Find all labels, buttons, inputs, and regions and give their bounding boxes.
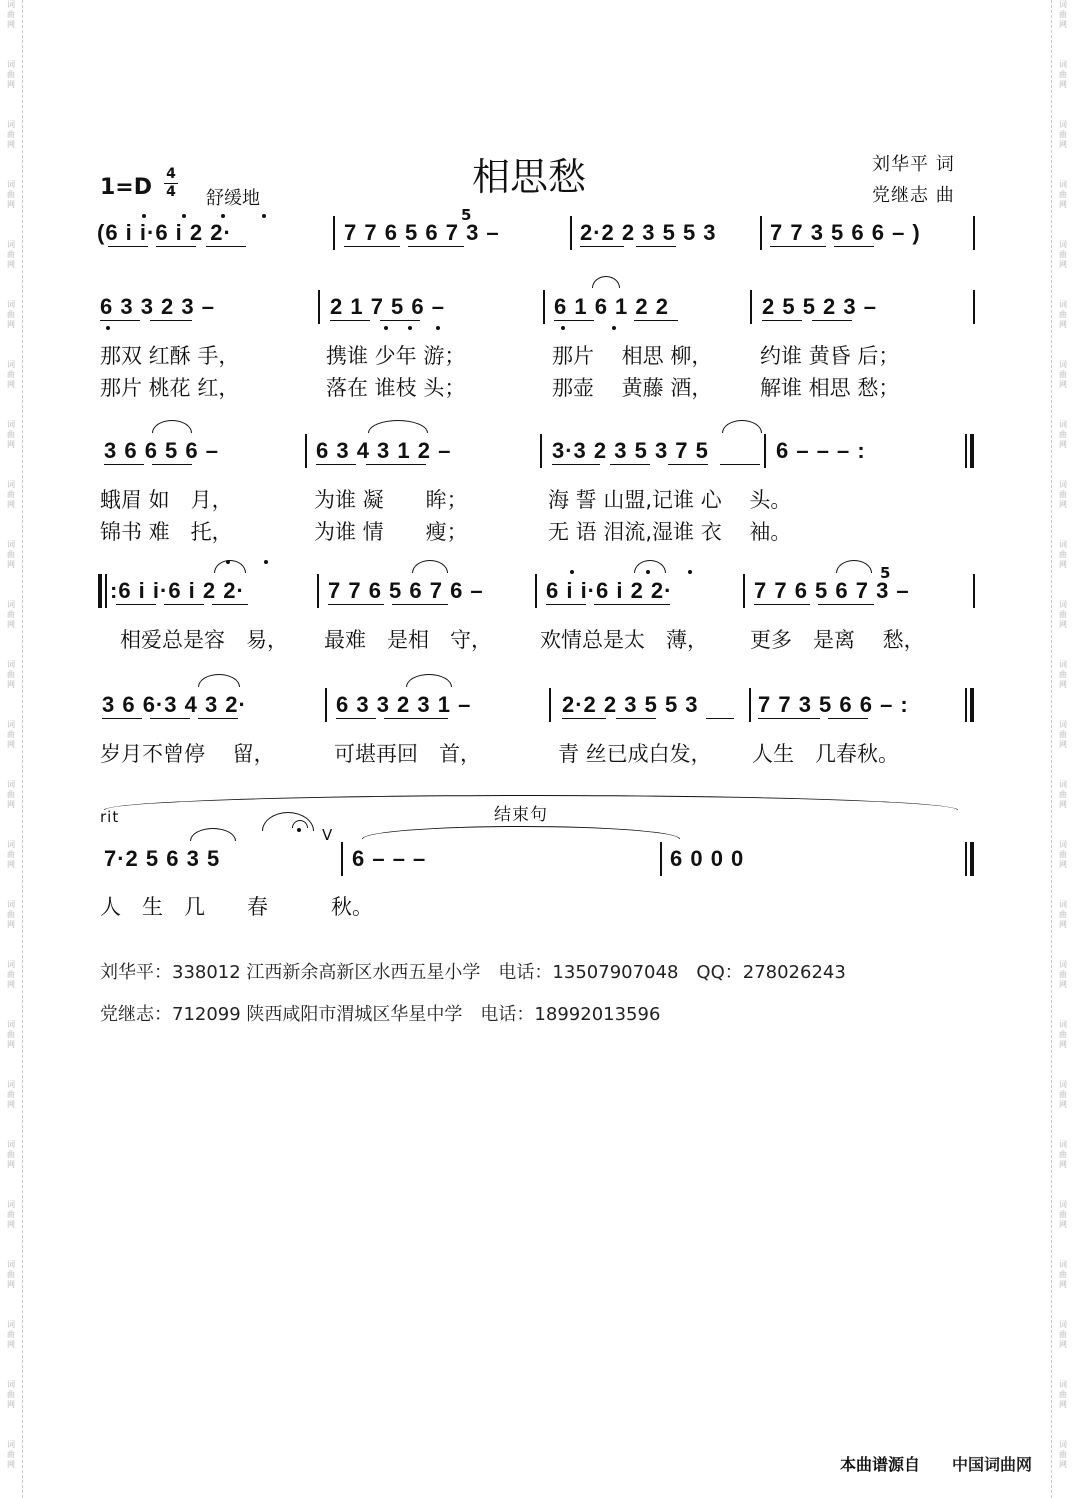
low-octave-dot xyxy=(106,326,110,330)
measure-3: 3·3 2 3 5 3 7 5 xyxy=(552,438,709,463)
watermark-stamp: 词 曲 网 xyxy=(7,960,15,989)
fermata-dot xyxy=(297,828,301,832)
barline xyxy=(341,842,343,876)
underline xyxy=(392,604,448,605)
rit-marking: rit xyxy=(100,808,120,826)
watermark-stamp: 词 曲 网 xyxy=(7,120,15,149)
barline xyxy=(317,574,319,608)
slur xyxy=(368,420,428,433)
watermark-stamp: 词 曲 网 xyxy=(1059,600,1067,629)
measure-1: :6 i i·6 i 2 2· xyxy=(110,578,245,603)
watermark-stamp: 词 曲 网 xyxy=(7,780,15,809)
high-octave-dot xyxy=(262,214,266,218)
grace-note: 5 xyxy=(461,206,473,224)
watermark-stamp: 词 曲 网 xyxy=(1059,420,1067,449)
watermark-stamp: 词 曲 网 xyxy=(1059,300,1067,329)
underline xyxy=(594,604,634,605)
barline xyxy=(973,290,975,324)
watermark-stamp: 词 曲 网 xyxy=(1059,120,1067,149)
watermark-stamp: 词 曲 网 xyxy=(7,840,15,869)
slur xyxy=(592,276,620,288)
underline xyxy=(636,246,676,247)
watermark-stamp: 词 曲 网 xyxy=(7,600,15,629)
measure-3: 6 0 0 0 xyxy=(670,846,745,871)
watermark-stamp: 词 曲 网 xyxy=(7,660,15,689)
barline xyxy=(743,574,745,608)
barline xyxy=(660,842,662,876)
lyric-verse-2-a: 锦书 难 托， xyxy=(100,520,233,544)
underline xyxy=(834,246,874,247)
barline xyxy=(965,688,967,722)
high-octave-dot xyxy=(221,214,225,218)
high-octave-dot xyxy=(646,570,650,574)
underline xyxy=(104,464,144,465)
watermark-stamp: 词 曲 网 xyxy=(1059,60,1067,89)
lyricist-credit: 刘华平 词 xyxy=(872,154,955,175)
measure-1: 3 6 6·3 4 3 2· xyxy=(102,692,247,717)
underline xyxy=(818,604,874,605)
underline xyxy=(554,320,594,321)
underline xyxy=(116,604,156,605)
lyric-verse-1-a: 那双 红酥 手， xyxy=(100,344,240,368)
lyric-verse-2-a: 那片 桃花 红， xyxy=(100,376,240,400)
high-octave-dot xyxy=(226,560,230,564)
lyric-b: 最难 是相 守， xyxy=(324,628,492,652)
barline xyxy=(749,688,751,722)
low-octave-dot xyxy=(612,326,616,330)
song-title: 相思愁 xyxy=(472,155,587,199)
slur xyxy=(262,812,314,831)
low-octave-dot xyxy=(384,326,388,330)
barline xyxy=(305,434,307,468)
high-octave-dot xyxy=(688,570,692,574)
underline xyxy=(758,718,820,719)
high-octave-dot xyxy=(264,560,268,564)
contact-lyricist: 刘华平：338012 江西新余高新区水西五星小学 电话：13507907048 QQ：278026243 xyxy=(100,962,846,983)
slur xyxy=(214,560,246,573)
barline xyxy=(325,688,327,722)
measure-3: 6 i i·6 i 2 2· xyxy=(546,578,673,603)
slur xyxy=(152,420,192,433)
grace-note: 5 xyxy=(880,564,892,582)
final-barline xyxy=(970,842,974,876)
underline xyxy=(336,718,376,719)
underline xyxy=(212,604,248,605)
measure-2: 7 7 6 5 6 7 6 – xyxy=(328,578,484,603)
measure-1: 7·2 5 6 3 5 xyxy=(104,846,221,871)
slur xyxy=(722,420,762,433)
lyric-a: 岁月不曾停 留， xyxy=(100,742,275,766)
lyric-verse-1-c: 那片 相思 柳， xyxy=(552,344,713,368)
watermark-stamp: 词 曲 网 xyxy=(1059,0,1067,29)
footer-site-link[interactable]: 中国词曲网 xyxy=(952,1455,1033,1474)
lyric-verse-2-c: 那壶 黄藤 酒， xyxy=(552,376,713,400)
underline xyxy=(100,320,140,321)
underline xyxy=(366,464,426,465)
measure-3: 2·2 2 3 5 5 3 xyxy=(580,220,717,245)
lyric-c: 欢情总是太 薄， xyxy=(540,628,708,652)
barline xyxy=(973,216,975,250)
watermark-stamp: 词 曲 网 xyxy=(1059,180,1067,209)
watermark-stamp: 词 曲 网 xyxy=(1059,240,1067,269)
underline xyxy=(198,718,238,719)
repeat-end-barline xyxy=(970,688,974,722)
slur xyxy=(412,560,448,573)
watermark-stamp: 词 曲 网 xyxy=(7,1380,15,1409)
watermark-stamp: 词 曲 网 xyxy=(7,900,15,929)
underline xyxy=(706,718,734,719)
underline xyxy=(616,718,656,719)
underline xyxy=(328,604,384,605)
watermark-stamp: 词 曲 网 xyxy=(1059,480,1067,509)
slur xyxy=(406,674,452,687)
time-signature-bottom: 4 xyxy=(166,184,176,200)
lyric-d: 人生 几春秋。 xyxy=(752,742,899,766)
barline xyxy=(750,290,752,324)
underline xyxy=(156,246,196,247)
underline xyxy=(610,464,650,465)
barline xyxy=(764,434,766,468)
watermark-stamp: 词 曲 网 xyxy=(7,1200,15,1229)
footer-source-label: 本曲谱源自 xyxy=(840,1455,921,1474)
lyric-verse-1-a: 蛾眉 如 月， xyxy=(100,488,233,512)
watermark-stamp: 词 曲 网 xyxy=(1059,1260,1067,1289)
watermark-stamp: 词 曲 网 xyxy=(7,360,15,389)
underline xyxy=(108,246,148,247)
barline xyxy=(543,290,545,324)
composer-credit: 党继志 曲 xyxy=(872,185,955,206)
underline xyxy=(552,464,600,465)
tie xyxy=(362,826,680,839)
watermark-stamp: 词 曲 网 xyxy=(1059,660,1067,689)
watermark-stamp: 词 曲 网 xyxy=(7,240,15,269)
watermark-stamp: 词 曲 网 xyxy=(1059,1440,1067,1469)
repeat-start-barline xyxy=(98,574,102,608)
lyric-d: 更多 是离 愁， xyxy=(750,628,925,652)
measure-2: 2 1 7 5 6 – xyxy=(330,294,445,319)
underline xyxy=(546,604,586,605)
measure-1: (6 i i·6 i 2 2· xyxy=(97,220,232,245)
watermark-stamp: 词 曲 网 xyxy=(7,540,15,569)
underline xyxy=(720,464,760,465)
underline xyxy=(754,604,810,605)
measure-2: 7 7 6 5 6 7 3 – xyxy=(344,220,500,245)
tempo-marking: 舒缓地 xyxy=(206,188,260,209)
watermark-stamp: 词 曲 网 xyxy=(7,720,15,749)
underline xyxy=(770,246,826,247)
underline xyxy=(762,320,802,321)
slur xyxy=(198,674,240,687)
measure-1: 3 6 6 5 6 – xyxy=(104,438,219,463)
watermark-stamp: 词 曲 网 xyxy=(7,180,15,209)
barline xyxy=(549,688,551,722)
watermark-stamp: 词 曲 网 xyxy=(1059,1140,1067,1169)
watermark-stamp: 词 曲 网 xyxy=(1059,360,1067,389)
time-signature xyxy=(164,166,178,201)
low-octave-dot xyxy=(408,326,412,330)
underline xyxy=(408,246,464,247)
time-signature-top: 4 xyxy=(164,166,178,184)
lyric-b: 可堪再回 首， xyxy=(334,742,481,766)
lyric-verse-1-d: 约谁 黄昏 后； xyxy=(760,344,900,368)
lyric-verse-2-b: 落在 谁枝 头； xyxy=(326,376,466,400)
watermark-stamp: 词 曲 网 xyxy=(1059,900,1067,929)
watermark-stamp: 词 曲 网 xyxy=(1059,960,1067,989)
underline xyxy=(668,464,708,465)
measure-2: 6 – – – xyxy=(352,846,427,871)
watermark-stamp: 词 曲 网 xyxy=(1059,1380,1067,1409)
underline xyxy=(380,320,420,321)
lyric-ending: 人 生 几 春 秋。 xyxy=(100,895,373,919)
underline xyxy=(634,604,670,605)
underline xyxy=(384,718,448,719)
underline xyxy=(580,246,624,247)
barline xyxy=(318,290,320,324)
watermark-stamp: 词 曲 网 xyxy=(7,0,15,29)
lyric-verse-1-c: 海 誓 山盟,记谁 心 头。 xyxy=(548,488,792,512)
underline xyxy=(164,604,204,605)
watermark-stamp: 词 曲 网 xyxy=(1059,720,1067,749)
slur xyxy=(836,560,872,573)
measure-3: 2·2 2 3 5 5 3 xyxy=(562,692,699,717)
measure-2: 6 3 3 2 3 1 – xyxy=(336,692,472,717)
watermark-stamp: 词 曲 网 xyxy=(1059,780,1067,809)
watermark-stamp: 词 曲 网 xyxy=(7,60,15,89)
watermark-stamp: 词 曲 网 xyxy=(1059,840,1067,869)
watermark-stamp: 词 曲 网 xyxy=(7,1080,15,1109)
watermark-stamp: 词 曲 网 xyxy=(7,1440,15,1469)
underline xyxy=(316,464,356,465)
measure-4: 7 7 3 5 6 6 – ) xyxy=(770,220,921,245)
underline xyxy=(562,718,606,719)
watermark-stamp: 词 曲 网 xyxy=(1059,1320,1067,1349)
lyric-verse-2-c: 无 语 泪流,湿谁 衣 袖。 xyxy=(548,520,792,544)
measure-3: 6 1 6 1 2 2 xyxy=(554,294,669,319)
watermark-stamp: 词 曲 网 xyxy=(1059,1020,1067,1049)
measure-4: 7 7 3 5 6 6 – : xyxy=(758,692,909,717)
low-octave-dot xyxy=(436,326,440,330)
watermark-stamp: 词 曲 网 xyxy=(7,1020,15,1049)
underline xyxy=(102,718,142,719)
measure-4: 2 5 5 2 3 – xyxy=(762,294,877,319)
lyric-c: 青 丝已成白发， xyxy=(558,742,712,766)
barline xyxy=(965,842,967,876)
underline xyxy=(150,718,190,719)
underline xyxy=(812,320,852,321)
high-octave-dot xyxy=(182,214,186,218)
barline xyxy=(540,434,542,468)
watermark-stamp: 词 曲 网 xyxy=(7,300,15,329)
low-octave-dot xyxy=(561,326,565,330)
slur xyxy=(190,828,236,841)
lyric-a: 相爱总是容 易， xyxy=(120,628,288,652)
watermark-stamp: 词 曲 网 xyxy=(7,1320,15,1349)
contact-composer: 党继志：712099 陕西咸阳市渭城区华星中学 电话：18992013596 xyxy=(100,1004,661,1025)
measure-4: 6 – – – : xyxy=(776,438,866,463)
breath-mark: V xyxy=(322,826,334,844)
underline xyxy=(634,320,678,321)
lyric-verse-2-b: 为谁 情 瘦； xyxy=(314,520,468,544)
watermark-stamp: 词 曲 网 xyxy=(1059,1200,1067,1229)
watermark-stamp: 词 曲 网 xyxy=(7,480,15,509)
ending-label: 结束句 xyxy=(494,805,548,825)
underline xyxy=(150,320,192,321)
underline xyxy=(152,464,192,465)
watermark-stamp: 词 曲 网 xyxy=(7,420,15,449)
high-octave-dot xyxy=(142,214,146,218)
underline xyxy=(828,718,868,719)
lyric-verse-1-b: 携谁 少年 游； xyxy=(326,344,466,368)
barline xyxy=(973,574,975,608)
watermark-stamp: 词 曲 网 xyxy=(7,1260,15,1289)
barline xyxy=(570,216,572,250)
slur xyxy=(634,560,666,573)
watermark-stamp: 词 曲 网 xyxy=(1059,540,1067,569)
lyric-verse-1-b: 为谁 凝 眸； xyxy=(314,488,468,512)
barline xyxy=(760,216,762,250)
lyric-verse-2-d: 解谁 相思 愁； xyxy=(760,376,900,400)
barline xyxy=(105,574,107,608)
high-octave-dot xyxy=(570,570,574,574)
key-signature: 1=D xyxy=(100,175,153,200)
barline xyxy=(535,574,537,608)
measure-4: 7 7 6 5 6 7 3 – xyxy=(754,578,910,603)
underline xyxy=(330,320,370,321)
underline xyxy=(344,246,400,247)
repeat-end-barline xyxy=(970,434,974,468)
watermark-stamp: 词 曲 网 xyxy=(7,1140,15,1169)
barline xyxy=(333,216,335,250)
measure-1: 6 3 3 2 3 – xyxy=(100,294,215,319)
watermark-stamp: 词 曲 网 xyxy=(1059,1080,1067,1109)
measure-2: 6 3 4 3 1 2 – xyxy=(316,438,452,463)
barline xyxy=(965,434,967,468)
underline xyxy=(206,246,246,247)
